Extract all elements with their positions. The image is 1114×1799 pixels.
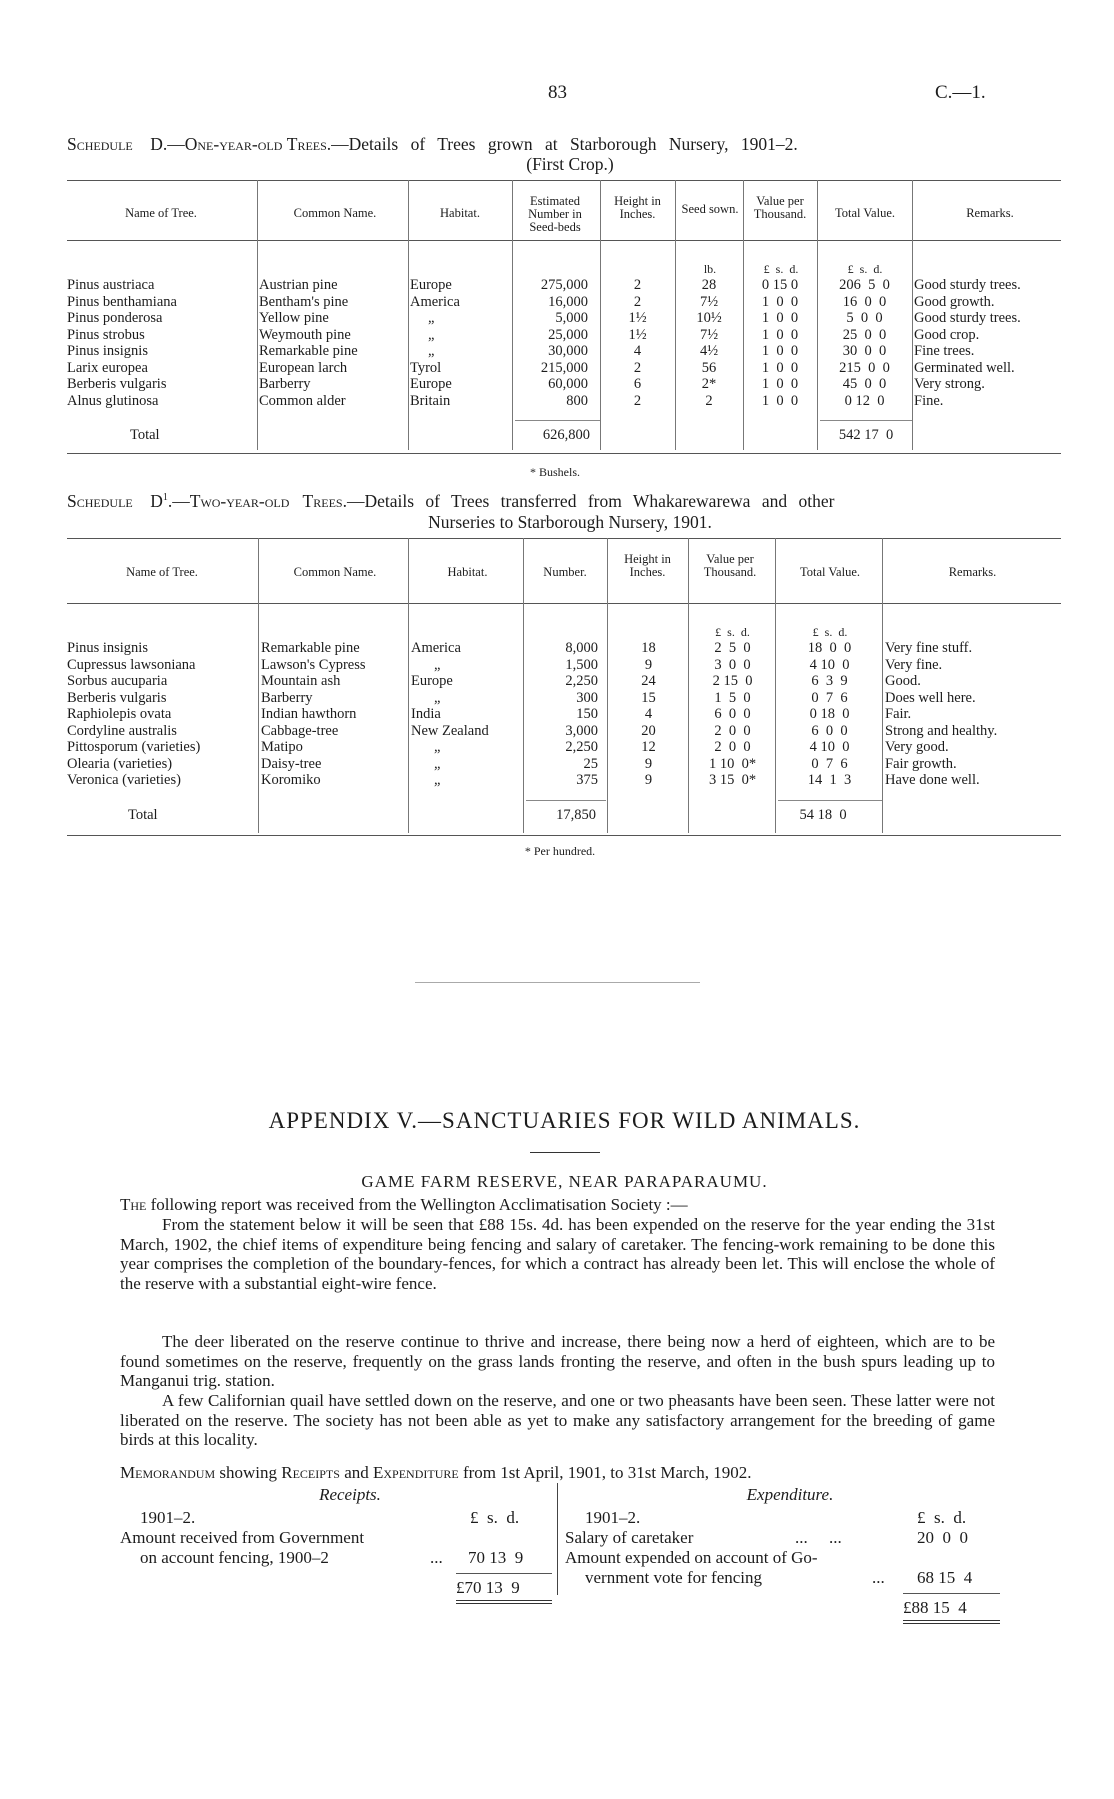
- paragraph-fencing: From the statement below it will be seen that £88 15s. 4d. has been expended on the reserve for the year ending the 31st March, 1902, the chief items of expenditure being fencing and salary of caretaker. The fencing-work remaining to be done this year comprises the completion of the boundary-fences, for which a contract has already been let. This will enclose the whole of the reserve with a substantial eight-wire fence.: [120, 1215, 995, 1293]
- value: 6 0 0: [714, 706, 751, 722]
- schedule-d-col-seed: Seed sown.: [681, 202, 739, 216]
- height: 9: [644, 772, 653, 788]
- schedule-d1-col-total: Total Value.: [800, 565, 860, 579]
- height: 24: [641, 673, 656, 689]
- number: 215,000: [540, 359, 588, 376]
- table-row: [65, 706, 1063, 723]
- seed: 7½: [699, 293, 719, 310]
- value: 0 15 0: [761, 277, 799, 293]
- paragraph-quail: A few Californian quail have settled down on the reserve, and one or two pheasants have been seen. These latter were not liberated on the reserve. The society has not been able as yet to make any satisfactory arrangement for the breeding of game birds at this locality.: [120, 1391, 995, 1449]
- height: 2: [633, 277, 642, 293]
- schedule-d1-title-e: —Details of Trees transferred from Whakarewarewa and other: [346, 491, 835, 511]
- receipt-total: £70 13 9: [456, 1578, 520, 1597]
- document-reference: C.—1.: [935, 82, 986, 103]
- habitat: America: [410, 293, 460, 310]
- total: 206 5 0: [839, 277, 890, 293]
- schedule-d-footnote: * Bushels.: [529, 465, 580, 479]
- total: 0 12 0: [844, 392, 885, 409]
- number: 16,000: [548, 293, 588, 310]
- schedule-d-title-a: Schedule: [67, 134, 133, 154]
- total: 6 0 0: [811, 722, 848, 739]
- habitat: „: [434, 755, 441, 772]
- schedule-d-table: [65, 277, 1062, 409]
- common-name: Austrian pine: [259, 277, 338, 293]
- table-row: [65, 640, 1063, 657]
- schedule-d1-col-number: Number.: [543, 565, 587, 579]
- intro-paragraph: [120, 1195, 995, 1215]
- page-number: 83: [548, 82, 567, 103]
- value: 3 0 0: [714, 656, 751, 673]
- habitat: „: [434, 772, 441, 788]
- total: 16 0 0: [842, 293, 887, 310]
- height: 2: [633, 392, 642, 409]
- height: 2: [633, 293, 642, 310]
- common-name: Remarkable pine: [261, 640, 360, 656]
- tree-name: Pinus insignis: [67, 343, 148, 359]
- height: 9: [644, 656, 653, 673]
- table-row: [65, 739, 1063, 756]
- habitat: „: [434, 689, 441, 706]
- paragraph-deer: The deer liberated on the reserve continue to thrive and increase, there being now a herd of eighteen, which are to be found sometimes on the reserve, frequently on the grass lands fronting the reserve, and often in the bush spurs leading up to Manganui trig. station.: [120, 1332, 995, 1390]
- remarks: Have done well.: [885, 772, 980, 788]
- total: 0 7 6: [811, 755, 848, 772]
- habitat: New Zealand: [411, 722, 489, 739]
- habitat: Europe: [410, 277, 452, 293]
- tree-name: Pinus austriaca: [67, 277, 155, 293]
- schedule-d1-col-habitat: Habitat.: [447, 565, 488, 579]
- tree-name: Cupressus lawsoniana: [67, 656, 196, 673]
- total: 0 7 6: [811, 689, 848, 706]
- expenditure-dots-2: ...: [872, 1568, 885, 1587]
- common-name: European larch: [259, 359, 348, 376]
- seed: 2: [705, 392, 713, 409]
- memorandum-title: [120, 1463, 751, 1483]
- expenditure-line-1: Salary of caretaker: [565, 1528, 694, 1547]
- number: 8,000: [565, 640, 598, 656]
- value: 1 0 0: [761, 326, 799, 343]
- total: 30 0 0: [842, 343, 887, 359]
- common-name: Daisy-tree: [261, 755, 322, 772]
- expenditure-amount-2: 68 15 4: [917, 1568, 973, 1587]
- schedule-d1-table: [65, 640, 1063, 789]
- schedule-d1-col-height: Height in Inches.: [624, 552, 671, 579]
- habitat: Europe: [410, 376, 452, 392]
- memorandum-w2: showing: [215, 1463, 282, 1482]
- tree-name: Alnus glutinosa: [67, 392, 159, 409]
- schedule-d-total-value: 542 17 0: [838, 427, 894, 443]
- number: 275,000: [540, 277, 588, 293]
- schedule-d1-title-sup: 1: [162, 492, 168, 504]
- tree-name: Pinus benthamiana: [67, 293, 177, 310]
- remarks: Fine trees.: [914, 343, 975, 359]
- habitat: America: [411, 640, 461, 656]
- schedule-d1-title: [67, 491, 1062, 512]
- schedule-d1-title-c: .—Two-year-old: [167, 491, 290, 511]
- height: 4: [633, 343, 642, 359]
- height: 18: [641, 640, 656, 656]
- tree-name: Berberis vulgaris: [67, 376, 167, 392]
- schedule-d-col-number: Estimated Number in Seed-beds: [528, 194, 582, 234]
- seed: 56: [701, 359, 717, 376]
- intro-lead: The: [120, 1195, 147, 1214]
- schedule-d1-col-value: Value per Thousand.: [703, 552, 757, 579]
- common-name: Cabbage-tree: [261, 722, 339, 739]
- number: 2,250: [565, 739, 598, 755]
- remarks: Does well here.: [885, 689, 976, 706]
- value: 1 0 0: [761, 392, 799, 409]
- value: 1 0 0: [761, 310, 799, 326]
- schedule-d1-unit-value: £ s. d.: [715, 625, 750, 639]
- height: 6: [633, 376, 642, 392]
- schedule-d-col-name: Name of Tree.: [125, 206, 197, 220]
- value: 1 0 0: [761, 343, 799, 359]
- schedule-d-title-d: —Details of Trees grown at Starborough Nursery, 1901–2.: [331, 134, 798, 154]
- tree-name: Pinus strobus: [67, 326, 145, 343]
- habitat: „: [434, 656, 441, 673]
- remarks: Strong and healthy.: [885, 722, 998, 739]
- schedule-d-col-height: Height in Inches.: [614, 194, 661, 221]
- table-row: [65, 376, 1062, 393]
- common-name: Koromiko: [261, 772, 321, 788]
- intro-text: following report was received from the Wellington Acclimatisation Society :—: [146, 1195, 688, 1214]
- height: 4: [644, 706, 653, 722]
- common-name: Indian hawthorn: [261, 706, 357, 722]
- seed: 28: [701, 277, 717, 293]
- value: 2 0 0: [714, 739, 751, 755]
- tree-name: Cordyline australis: [67, 722, 177, 739]
- table-row: [65, 360, 1062, 377]
- number: 800: [566, 392, 588, 409]
- remarks: Very fine.: [885, 656, 943, 673]
- number: 25: [583, 755, 598, 772]
- value: 2 15 0: [712, 673, 753, 689]
- remarks: Good sturdy trees.: [914, 277, 1021, 293]
- number: 1,500: [565, 656, 598, 673]
- common-name: Remarkable pine: [259, 343, 358, 359]
- number: 30,000: [548, 343, 588, 359]
- habitat: India: [411, 706, 441, 722]
- receipts-currency: £ s. d.: [470, 1508, 520, 1527]
- remarks: Germinated well.: [914, 359, 1015, 376]
- schedule-d-unit-total: £ s. d.: [847, 262, 883, 276]
- schedule-d1-total-number: 17,850: [556, 807, 596, 823]
- expenditure-dots-1: ... ...: [795, 1528, 842, 1547]
- common-name: Mountain ash: [261, 673, 341, 689]
- schedule-d1-col-name: Name of Tree.: [126, 565, 198, 579]
- table-row: [65, 657, 1063, 674]
- value: 2 5 0: [714, 640, 751, 656]
- remarks: Good crop.: [914, 326, 980, 343]
- habitat: „: [428, 326, 435, 343]
- schedule-d-col-habitat: Habitat.: [440, 206, 480, 220]
- number: 2,250: [565, 673, 598, 689]
- table-row: [65, 277, 1062, 294]
- habitat: Europe: [411, 673, 453, 689]
- value: 1 0 0: [761, 376, 799, 392]
- tree-name: Pinus insignis: [67, 640, 148, 656]
- schedule-d1-title-a: Schedule: [67, 491, 133, 511]
- table-row: [65, 310, 1062, 327]
- total: 6 3 9: [811, 673, 848, 689]
- remarks: Good growth.: [914, 293, 995, 310]
- receipt-line-1: Amount received from Government: [120, 1528, 365, 1547]
- schedule-d1-footnote: * Per hundred.: [524, 844, 596, 858]
- height: 1½: [628, 326, 647, 343]
- seed: 2*: [701, 376, 717, 392]
- number: 25,000: [548, 326, 588, 343]
- receipts-year: 1901–2.: [140, 1508, 196, 1527]
- value: 1 0 0: [761, 293, 799, 310]
- remarks: Good.: [885, 673, 921, 689]
- remarks: Fine.: [914, 392, 944, 409]
- number: 60,000: [548, 376, 588, 392]
- receipts-heading: Receipts.: [319, 1485, 381, 1504]
- schedule-d-unit-value: £ s. d.: [763, 262, 799, 276]
- remarks: Very strong.: [914, 376, 985, 392]
- tree-name: Larix europea: [67, 359, 148, 376]
- table-row: [65, 327, 1062, 344]
- tree-name: Pinus ponderosa: [67, 310, 163, 326]
- memorandum-w4: and: [339, 1463, 373, 1482]
- table-row: [65, 723, 1063, 740]
- tree-name: Pittosporum (varieties): [67, 739, 201, 755]
- schedule-d-total-number: 626,800: [542, 427, 590, 443]
- total: 215 0 0: [839, 359, 890, 376]
- memorandum-w5: Expenditure: [372, 1463, 459, 1482]
- total: 4 10 0: [809, 739, 850, 755]
- schedule-d-col-common: Common Name.: [293, 206, 377, 220]
- schedule-d1-unit-total: £ s. d.: [812, 625, 848, 639]
- schedule-d1-total-label: Total: [128, 807, 158, 823]
- schedule-d1-subtitle: Nurseries to Starborough Nursery, 1901.: [428, 512, 712, 532]
- height: 1½: [628, 310, 647, 326]
- number: 375: [576, 772, 598, 788]
- schedule-d-col-value: Value per Thousand.: [753, 194, 807, 221]
- number: 5,000: [555, 310, 588, 326]
- tree-name: Sorbus aucuparia: [67, 673, 168, 689]
- common-name: Barberry: [261, 689, 313, 706]
- common-name: Bentham's pine: [259, 293, 349, 310]
- habitat: „: [434, 739, 441, 755]
- appendix-subtitle: GAME FARM RESERVE, NEAR PARAPARAUMU.: [361, 1172, 768, 1191]
- memorandum-w1: Memorandum: [120, 1463, 216, 1482]
- value: 1 5 0: [714, 689, 751, 706]
- schedule-d-total-label: Total: [130, 427, 160, 443]
- number: 300: [576, 689, 598, 706]
- height: 2: [633, 359, 642, 376]
- receipt-amount: 70 13 9: [468, 1548, 524, 1567]
- table-row: [65, 690, 1063, 707]
- remarks: Very good.: [885, 739, 949, 755]
- number: 3,000: [565, 722, 598, 739]
- table-row: [65, 294, 1062, 311]
- value: 2 0 0: [714, 722, 751, 739]
- memorandum-w6: from 1st April, 1901, to 31st March, 1902.: [458, 1463, 752, 1482]
- total: 18 0 0: [807, 640, 852, 656]
- expenditure-line-2: Amount expended on account of Go-: [565, 1548, 818, 1567]
- tree-name: Raphiolepis ovata: [67, 706, 172, 722]
- total: 0 18 0: [809, 706, 850, 722]
- schedule-d-col-remarks: Remarks.: [966, 206, 1014, 220]
- schedule-d-title-c: Trees.: [286, 134, 332, 154]
- schedule-d1-title-d: Trees.: [302, 491, 347, 511]
- height: 9: [644, 755, 653, 772]
- schedule-d-title-b: D.—One-year-old: [150, 134, 283, 154]
- expenditure-total: £88 15 4: [903, 1598, 967, 1617]
- remarks: Good sturdy trees.: [914, 310, 1021, 326]
- receipt-line-2: on account fencing, 1900–2: [140, 1548, 329, 1567]
- expenditure-amount-1: 20 0 0: [917, 1528, 968, 1547]
- tree-name: Berberis vulgaris: [67, 689, 167, 706]
- expenditure-line-3: vernment vote for fencing: [585, 1568, 763, 1587]
- value: 3 15 0*: [708, 772, 757, 788]
- receipt-dots: ...: [430, 1548, 443, 1567]
- schedule-d1-title-b: D: [150, 491, 163, 511]
- common-name: Matipo: [261, 739, 303, 755]
- height: 15: [641, 689, 656, 706]
- seed: 4½: [699, 343, 719, 359]
- common-name: Common alder: [259, 392, 346, 409]
- total: 5 0 0: [846, 310, 883, 326]
- schedule-d1-col-remarks: Remarks.: [948, 565, 997, 579]
- table-row: [65, 393, 1062, 410]
- total: 4 10 0: [809, 656, 850, 673]
- appendix-title: APPENDIX V.—SANCTUARIES FOR WILD ANIMALS.: [268, 1108, 861, 1133]
- value: 1 0 0: [761, 359, 799, 376]
- value: 1 10 0*: [708, 755, 757, 772]
- table-row: [65, 756, 1063, 773]
- remarks: Fair growth.: [885, 755, 957, 772]
- common-name: Barberry: [259, 376, 311, 392]
- schedule-d-title: [67, 134, 1062, 155]
- schedule-d-subtitle: (First Crop.): [526, 154, 614, 174]
- habitat: „: [428, 343, 435, 359]
- habitat: „: [428, 310, 435, 326]
- tree-name: Olearia (varieties): [67, 755, 173, 772]
- table-row: [65, 772, 1063, 789]
- number: 150: [576, 706, 598, 722]
- total: 45 0 0: [842, 376, 887, 392]
- height: 20: [641, 722, 656, 739]
- schedule-d-col-total: Total Value.: [835, 206, 895, 220]
- memorandum-w3: Receipts: [281, 1463, 340, 1482]
- schedule-d1-total-value: 54 18 0: [799, 807, 847, 823]
- remarks: Fair.: [885, 706, 912, 722]
- expenditure-currency: £ s. d.: [917, 1508, 967, 1527]
- habitat: Britain: [410, 392, 451, 409]
- expenditure-year: 1901–2.: [585, 1508, 641, 1527]
- seed: 10½: [696, 310, 722, 326]
- remarks: Very fine stuff.: [885, 640, 973, 656]
- common-name: Lawson's Cypress: [261, 656, 366, 673]
- common-name: Yellow pine: [259, 310, 329, 326]
- height: 12: [641, 739, 656, 755]
- table-row: [65, 343, 1062, 360]
- habitat: Tyrol: [410, 359, 442, 376]
- seed: 7½: [699, 326, 719, 343]
- tree-name: Veronica (varieties): [67, 772, 181, 788]
- expenditure-heading: Expenditure.: [746, 1485, 834, 1504]
- common-name: Weymouth pine: [259, 326, 351, 343]
- table-row: [65, 673, 1063, 690]
- total: 25 0 0: [842, 326, 887, 343]
- total: 14 1 3: [807, 772, 852, 788]
- schedule-d1-col-common: Common Name.: [293, 565, 377, 579]
- schedule-d-unit-seed: lb.: [703, 262, 717, 276]
